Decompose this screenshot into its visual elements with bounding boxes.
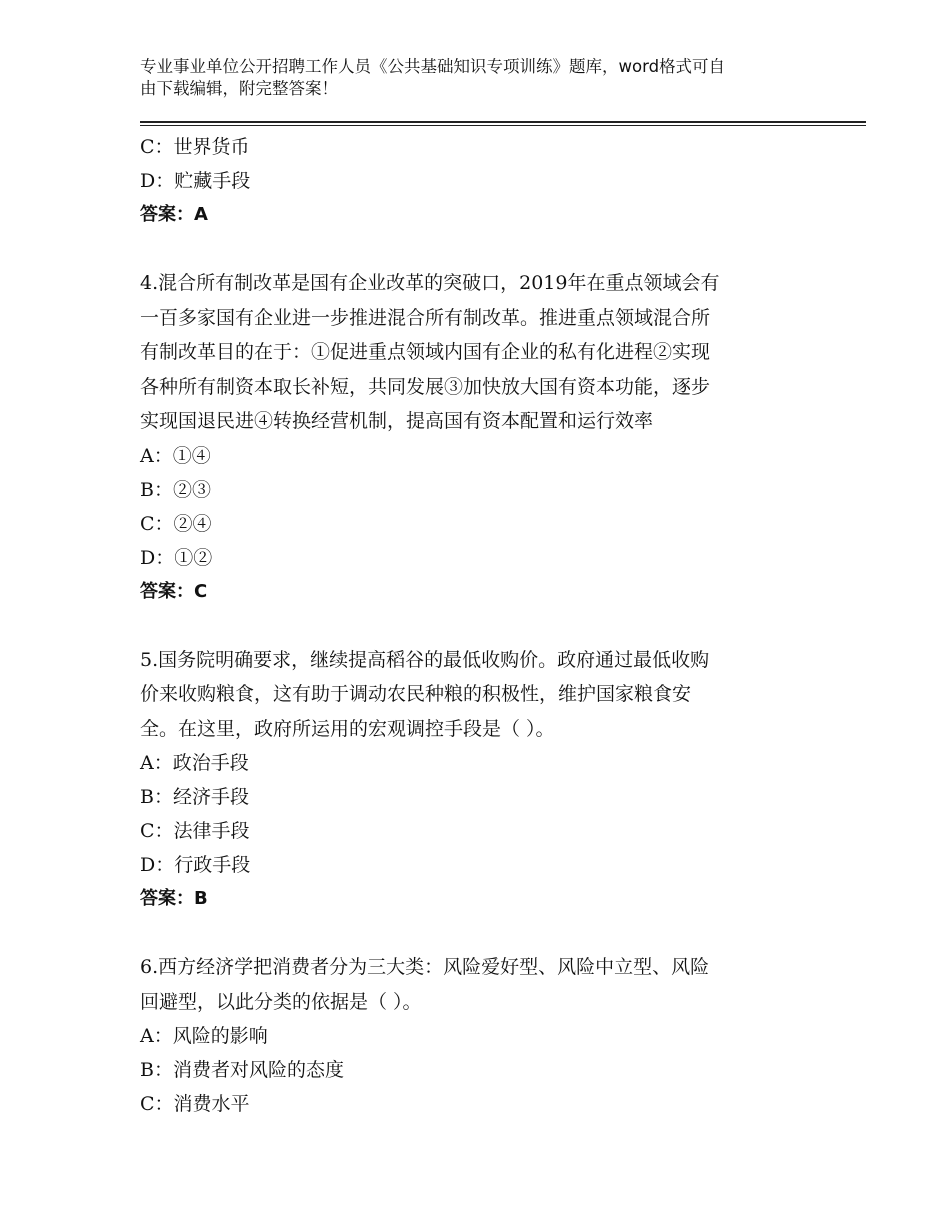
page-header xyxy=(140,56,800,100)
question-4 xyxy=(140,266,840,609)
option-c: C：②④ xyxy=(140,512,212,535)
stem-line: 实现国退民进④转换经营机制，提高国有资本配置和运行效率 xyxy=(140,410,654,432)
header-rule-thin xyxy=(140,125,866,126)
question-3-tail xyxy=(140,130,840,232)
option-d: D：行政手段 xyxy=(140,854,251,876)
option-c: C：法律手段 xyxy=(140,820,250,842)
stem-line: 4.混合所有制改革是国有企业改革的突破口，2019年在重点领域会有 xyxy=(140,272,720,294)
option-c: C：世界货币 xyxy=(140,136,250,158)
option-b: B：经济手段 xyxy=(140,786,249,808)
spacer xyxy=(140,609,840,643)
option-a: A：①④ xyxy=(140,444,211,467)
stem-line: 有制改革目的在于：①促进重点领域内国有企业的私有化进程②实现 xyxy=(140,341,711,363)
option-c: C：消费水平 xyxy=(140,1093,250,1115)
stem-line: 价来收购粮食，这有助于调动农民种粮的积极性，维护国家粮食安 xyxy=(140,683,692,705)
option-b: B：②③ xyxy=(140,478,211,501)
question-5 xyxy=(140,643,840,917)
option-a: A：风险的影响 xyxy=(140,1025,268,1047)
question-stem xyxy=(140,643,840,747)
question-6 xyxy=(140,950,840,1121)
option-a: A：政治手段 xyxy=(140,752,249,774)
stem-line: 各种所有制资本取长补短，共同发展③加快放大国有资本功能，逐步 xyxy=(140,375,711,398)
header-line-1: 专业事业单位公开招聘工作人员《公共基础知识专项训练》题库，word格式可自 xyxy=(140,57,726,76)
stem-line: 回避型，以此分类的依据是（ ）。 xyxy=(140,990,422,1013)
answer-label: 答案：A xyxy=(140,204,208,225)
option-d: D：①② xyxy=(140,546,213,569)
spacer xyxy=(140,232,840,266)
option-d: D：贮藏手段 xyxy=(140,170,251,192)
spacer xyxy=(140,916,840,950)
stem-line: 一百多家国有企业进一步推进混合所有制改革。推进重点领域混合所 xyxy=(140,306,711,329)
stem-line: 5.国务院明确要求，继续提高稻谷的最低收购价。政府通过最低收购 xyxy=(140,648,710,671)
stem-line: 全。在这里，政府所运用的宏观调控手段是（ ）。 xyxy=(140,717,555,740)
question-stem xyxy=(140,950,840,1019)
answer-label: 答案：C xyxy=(140,580,208,602)
header-rule-thick xyxy=(140,121,866,123)
answer-label: 答案：B xyxy=(140,888,208,909)
option-b: B：消费者对风险的态度 xyxy=(140,1059,344,1081)
question-list xyxy=(140,130,840,1121)
question-stem xyxy=(140,266,840,439)
header-line-2: 由下载编辑，附完整答案！ xyxy=(140,79,338,98)
stem-line: 6.西方经济学把消费者分为三大类：风险爱好型、风险中立型、风险 xyxy=(140,956,710,978)
